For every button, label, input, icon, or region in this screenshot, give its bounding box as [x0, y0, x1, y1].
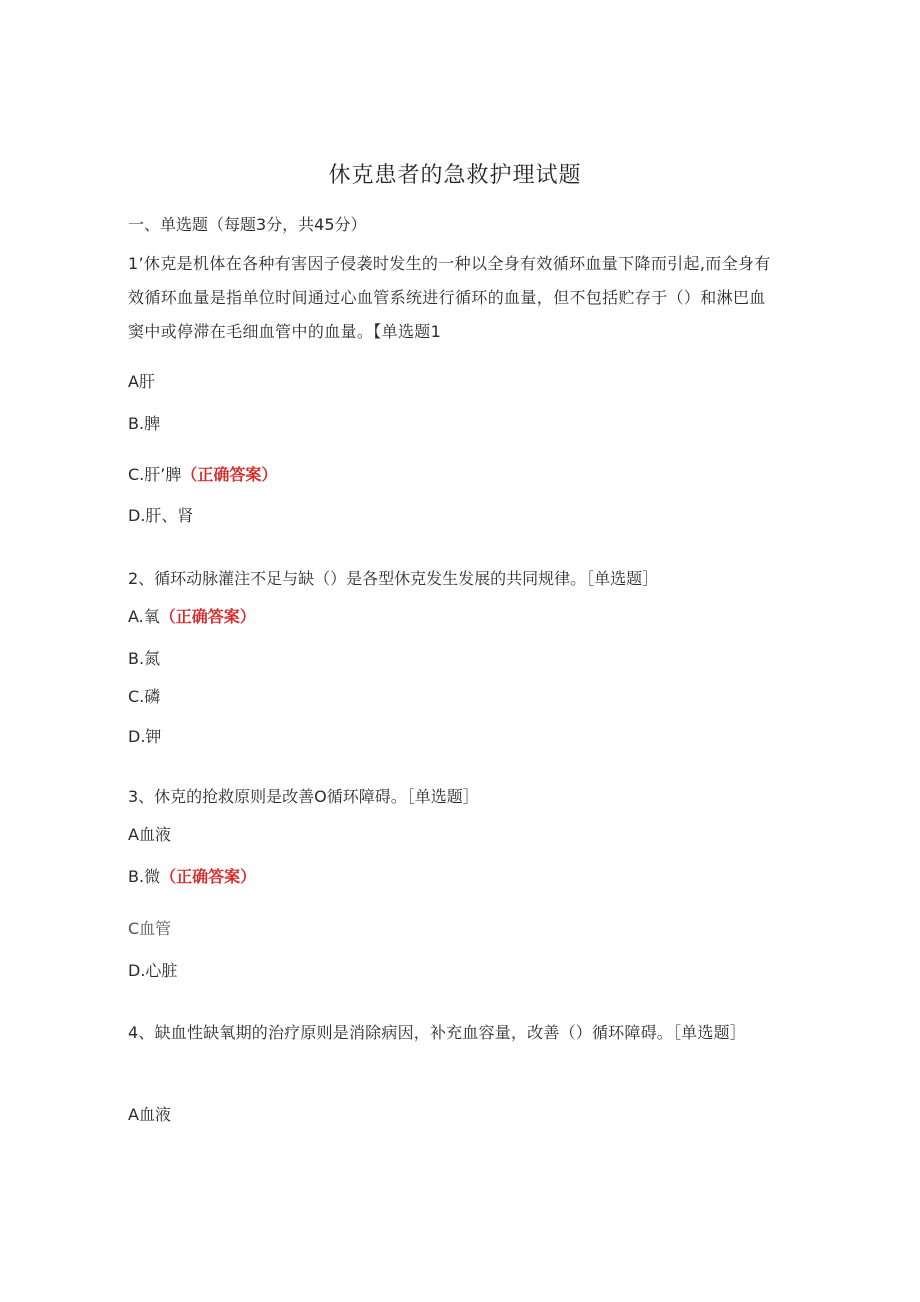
question-1-option-b: B.脾: [128, 414, 161, 433]
correct-answer-mark: （正确答案）: [159, 607, 256, 626]
correct-answer-mark: （正确答案）: [160, 867, 257, 886]
section-heading: 一、单选题（每题3分，共45分）: [128, 215, 367, 234]
question-2-option-d: D.钾: [128, 727, 162, 746]
question-1-option-d: D.肝、肾: [128, 506, 194, 525]
correct-answer-mark: （正确答案）: [181, 465, 278, 484]
option-text: C.肝’脾: [128, 465, 182, 484]
option-text: B.微: [128, 867, 161, 886]
question-1-option-a: A肝: [128, 372, 155, 391]
document-title: 休克患者的急救护理试题: [328, 163, 582, 188]
question-3-option-d: D.心脏: [128, 961, 178, 980]
question-2-option-c: C.磷: [128, 687, 161, 706]
question-2-option-a: [128, 604, 256, 627]
question-2-stem: 2、循环动脉灌注不足与缺（）是各型休克发生发展的共同规律。［单选题］: [128, 569, 659, 588]
question-1-stem: 1’休克是机体在各种有害因子侵袭时发生的一种以全身有效循环血量下降而引起,而全身有效循环血量是指单位时间通过心血管系统进行循环的血量，但不包括贮存于（）和淋巴血窦中或停滞在毛细血管中的血量。【单选题1: [128, 254, 771, 341]
question-4-stem: 4、缺血性缺氧期的治疗原则是消除病因，补充血容量，改善（）循环障碍。［单选题］: [128, 1023, 746, 1042]
option-text: A.氧: [128, 607, 160, 626]
question-3-option-b: [128, 864, 256, 887]
question-3-option-a: A血液: [128, 825, 171, 844]
question-3-stem: 3、休克的抢救原则是改善O循环障碍。［单选题］: [128, 787, 479, 806]
question-4-option-a: A血液: [128, 1105, 171, 1124]
question-3-option-c: C血管: [128, 919, 172, 938]
question-2-option-b: B.氮: [128, 649, 161, 668]
question-1-option-c: [128, 462, 277, 485]
